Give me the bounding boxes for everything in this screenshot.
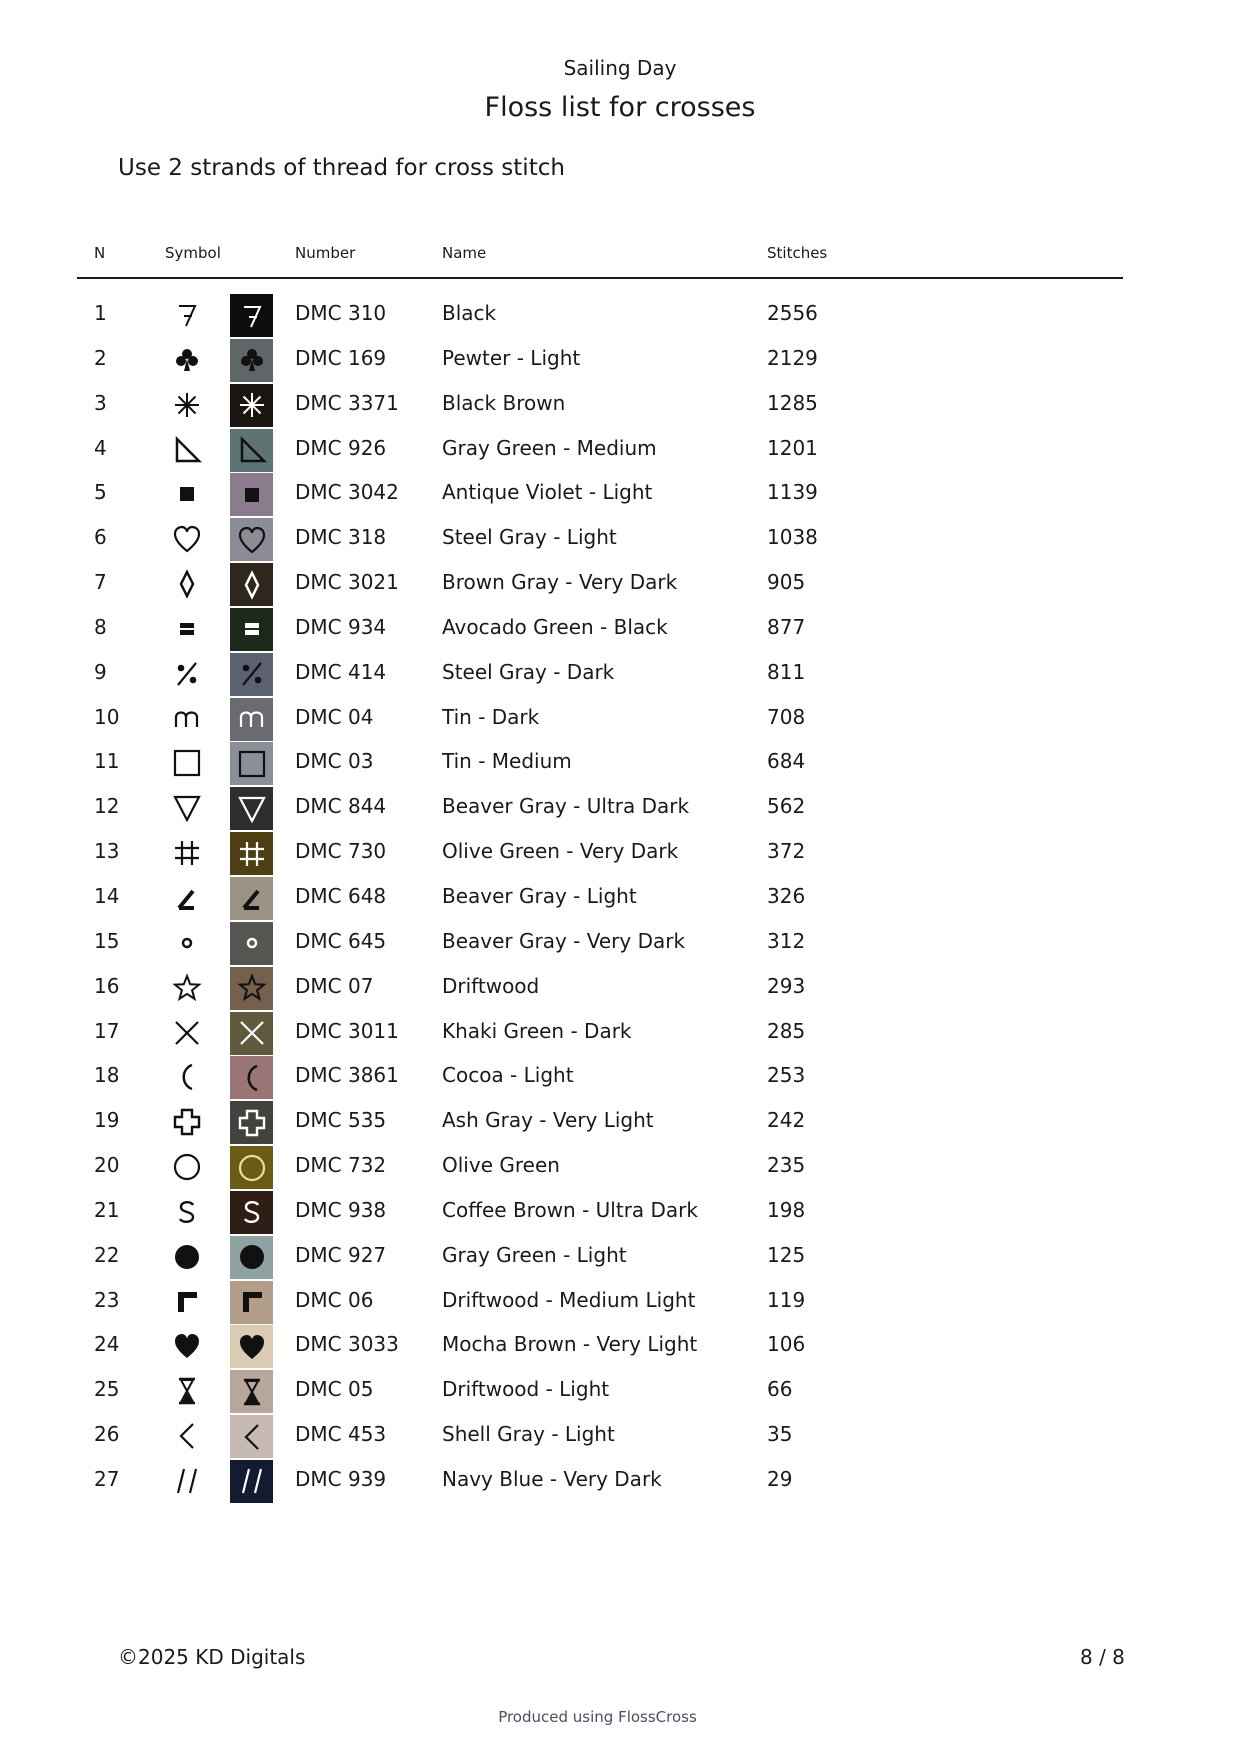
star-icon [170, 974, 204, 1002]
row-index: 12 [94, 794, 120, 819]
x-icon [237, 1018, 267, 1048]
floss-name: Beaver Gray - Ultra Dark [442, 794, 690, 819]
table-row [0, 561, 1240, 606]
row-index: 8 [94, 614, 107, 639]
double-slash-icon [237, 1466, 267, 1496]
row-index: 5 [94, 480, 107, 505]
stitch-count: 372 [767, 839, 806, 864]
stitch-count: 119 [767, 1287, 806, 1312]
stitch-count: 235 [767, 1153, 806, 1178]
club-icon [170, 346, 204, 374]
floss-number: DMC 730 [295, 839, 387, 864]
row-index: 16 [94, 973, 120, 998]
hash-icon [237, 839, 267, 869]
row-index: 21 [94, 1197, 120, 1222]
stitch-count: 253 [767, 1063, 806, 1088]
color-swatch [230, 1415, 273, 1458]
row-index: 10 [94, 704, 120, 729]
stitch-count: 1201 [767, 435, 818, 460]
floss-name: Black [442, 301, 497, 325]
color-swatch [230, 967, 273, 1010]
row-index: 20 [94, 1153, 120, 1178]
stitch-count: 326 [767, 883, 806, 908]
floss-number: DMC 3033 [295, 1332, 399, 1357]
floss-number: DMC 926 [295, 435, 387, 460]
row-index: 18 [94, 1063, 120, 1088]
table-row [0, 337, 1240, 382]
color-swatch [230, 473, 273, 516]
table-row [0, 1368, 1240, 1413]
color-swatch [230, 698, 273, 741]
floss-name: Driftwood [442, 973, 540, 998]
row-index: 24 [94, 1332, 120, 1357]
floss-name: Driftwood - Medium Light [442, 1287, 696, 1312]
floss-name: Navy Blue - Very Dark [442, 1466, 662, 1491]
row-index: 27 [94, 1466, 120, 1491]
floss-name: Brown Gray - Very Dark [442, 570, 678, 595]
percent-icon [237, 659, 267, 689]
table-row [0, 1144, 1240, 1189]
floss-number: DMC 453 [295, 1422, 387, 1447]
floss-number: DMC 03 [295, 749, 374, 774]
floss-number: DMC 05 [295, 1377, 374, 1402]
color-swatch [230, 429, 273, 472]
row-index: 6 [94, 525, 107, 550]
floss-name: Ash Gray - Very Light [442, 1108, 654, 1133]
paren-icon [170, 1063, 204, 1091]
color-swatch [230, 1460, 273, 1503]
page-number: 8 / 8 [1080, 1645, 1125, 1669]
table-row [0, 965, 1240, 1010]
row-index: 14 [94, 883, 120, 908]
stitch-count: 1038 [767, 525, 818, 550]
floss-number: DMC 3042 [295, 480, 399, 505]
column-header-symbol: Symbol [165, 244, 221, 262]
m-letter-icon [170, 705, 204, 733]
row-index: 26 [94, 1422, 120, 1447]
floss-number: DMC 934 [295, 614, 387, 639]
floss-number: DMC 535 [295, 1108, 387, 1133]
row-index: 23 [94, 1287, 120, 1312]
floss-table [0, 292, 1240, 1503]
double-slash-icon [170, 1467, 204, 1495]
column-header-number: Number [295, 244, 356, 262]
right-triangle-icon [170, 436, 204, 464]
asterisk-icon [237, 390, 267, 420]
table-row [0, 606, 1240, 651]
floss-number: DMC 414 [295, 659, 387, 684]
color-swatch [230, 832, 273, 875]
floss-name: Pewter - Light [442, 345, 581, 370]
floss-name: Gray Green - Light [442, 1242, 627, 1267]
floss-name: Olive Green - Very Dark [442, 839, 679, 864]
floss-number: DMC 844 [295, 794, 387, 819]
square-outline-icon [237, 749, 267, 779]
hourglass-icon [170, 1377, 204, 1405]
triangle-down-icon [237, 794, 267, 824]
color-swatch [230, 1236, 273, 1279]
corner-icon [170, 1288, 204, 1316]
circle-outline-icon [237, 1153, 267, 1183]
table-row [0, 427, 1240, 472]
color-swatch [230, 1281, 273, 1324]
color-swatch [230, 294, 273, 337]
floss-name: Olive Green [442, 1153, 560, 1178]
row-index: 3 [94, 390, 107, 415]
color-swatch [230, 384, 273, 427]
hourglass-icon [237, 1377, 267, 1407]
table-row [0, 830, 1240, 875]
floss-name: Driftwood - Light [442, 1377, 610, 1402]
table-row [0, 1054, 1240, 1099]
color-swatch [230, 653, 273, 696]
stitch-count: 684 [767, 749, 806, 774]
right-triangle-icon [237, 435, 267, 465]
table-row [0, 1458, 1240, 1503]
floss-number: DMC 732 [295, 1153, 387, 1178]
color-swatch [230, 742, 273, 785]
table-row [0, 875, 1240, 920]
stitch-count: 66 [767, 1377, 793, 1402]
table-row [0, 1189, 1240, 1234]
angle-icon [237, 883, 267, 913]
floss-name: Antique Violet - Light [442, 480, 653, 505]
column-header-name: Name [442, 244, 487, 262]
diamond-icon [237, 570, 267, 600]
row-index: 19 [94, 1108, 120, 1133]
heart-outline-icon [237, 525, 267, 555]
star-icon [237, 973, 267, 1003]
floss-number: DMC 169 [295, 345, 387, 370]
club-icon [237, 345, 267, 375]
table-row [0, 920, 1240, 965]
s-letter-icon [170, 1198, 204, 1226]
floss-number: DMC 927 [295, 1242, 387, 1267]
table-header [0, 244, 1240, 274]
floss-number: DMC 3011 [295, 1018, 399, 1043]
floss-name: Cocoa - Light [442, 1063, 574, 1088]
floss-number: DMC 310 [295, 301, 387, 325]
stitch-count: 125 [767, 1242, 806, 1267]
corner-icon [237, 1287, 267, 1317]
seven-icon [237, 301, 267, 331]
floss-name: Avocado Green - Black [442, 614, 668, 639]
stitch-count: 2556 [767, 301, 818, 325]
triangle-down-icon [170, 794, 204, 822]
column-header-stitches: Stitches [767, 244, 828, 262]
angle-icon [170, 884, 204, 912]
asterisk-icon [170, 391, 204, 419]
color-swatch [230, 1370, 273, 1413]
stitch-count: 562 [767, 794, 806, 819]
table-row [0, 1234, 1240, 1279]
floss-name: Khaki Green - Dark [442, 1018, 632, 1043]
table-row [0, 651, 1240, 696]
strand-instruction: Use 2 strands of thread for cross stitch [118, 155, 565, 181]
table-row [0, 1323, 1240, 1368]
row-index: 4 [94, 435, 107, 460]
table-row [0, 1010, 1240, 1055]
color-swatch [230, 1146, 273, 1189]
small-circle-icon [237, 928, 267, 958]
color-swatch [230, 339, 273, 382]
header-rule [77, 277, 1123, 279]
small-circle-icon [170, 929, 204, 957]
pattern-name: Sailing Day [563, 56, 677, 80]
percent-icon [170, 660, 204, 688]
cross-outline-icon [237, 1108, 267, 1138]
color-swatch [230, 1191, 273, 1234]
floss-number: DMC 648 [295, 883, 387, 908]
stitch-count: 1139 [767, 480, 818, 505]
floss-name: Tin - Medium [442, 749, 572, 774]
s-letter-icon [237, 1197, 267, 1227]
stitch-count: 1285 [767, 390, 818, 415]
color-swatch [230, 1325, 273, 1368]
produced-by: Produced using FlossCross [498, 1708, 697, 1726]
floss-name: Shell Gray - Light [442, 1422, 615, 1447]
table-row [0, 516, 1240, 561]
paren-icon [237, 1063, 267, 1093]
color-swatch [230, 877, 273, 920]
color-swatch [230, 518, 273, 561]
table-row [0, 740, 1240, 785]
stitch-count: 106 [767, 1332, 806, 1357]
color-swatch [230, 563, 273, 606]
hash-icon [170, 839, 204, 867]
stitch-count: 198 [767, 1197, 806, 1222]
heart-filled-icon [170, 1332, 204, 1360]
table-row [0, 382, 1240, 427]
floss-name: Mocha Brown - Very Light [442, 1332, 698, 1357]
color-swatch [230, 608, 273, 651]
floss-number: DMC 06 [295, 1287, 374, 1312]
floss-name: Black Brown [442, 390, 566, 415]
square-outline-icon [170, 749, 204, 777]
table-row [0, 1099, 1240, 1144]
filled-circle-icon [237, 1242, 267, 1272]
stitch-count: 312 [767, 928, 806, 953]
column-header-n: N [94, 244, 106, 262]
color-swatch [230, 922, 273, 965]
floss-name: Beaver Gray - Very Dark [442, 928, 686, 953]
row-index: 13 [94, 839, 120, 864]
seven-icon [170, 301, 204, 329]
table-row [0, 1413, 1240, 1458]
row-index: 15 [94, 928, 120, 953]
copyright: ©2025 KD Digitals [118, 1645, 306, 1669]
stitch-count: 35 [767, 1422, 793, 1447]
less-than-icon [237, 1422, 267, 1452]
floss-name: Gray Green - Medium [442, 435, 657, 460]
small-square-icon [170, 480, 204, 508]
floss-name: Beaver Gray - Light [442, 883, 637, 908]
x-icon [170, 1019, 204, 1047]
diamond-icon [170, 570, 204, 598]
m-letter-icon [237, 704, 267, 734]
heart-outline-icon [170, 525, 204, 553]
page-title: Floss list for crosses [484, 92, 756, 123]
table-row [0, 696, 1240, 741]
small-square-icon [237, 480, 267, 510]
floss-number: DMC 07 [295, 973, 374, 998]
table-row [0, 471, 1240, 516]
color-swatch [230, 1101, 273, 1144]
stitch-count: 29 [767, 1466, 793, 1491]
floss-number: DMC 3861 [295, 1063, 399, 1088]
stitch-count: 905 [767, 570, 806, 595]
row-index: 22 [94, 1242, 120, 1267]
floss-number: DMC 938 [295, 1197, 387, 1222]
row-index: 17 [94, 1018, 120, 1043]
floss-number: DMC 3371 [295, 390, 399, 415]
floss-name: Steel Gray - Light [442, 525, 617, 550]
table-row [0, 785, 1240, 830]
stitch-count: 293 [767, 973, 806, 998]
floss-number: DMC 3021 [295, 570, 399, 595]
stitch-count: 811 [767, 659, 806, 684]
equals-icon [170, 615, 204, 643]
stitch-count: 285 [767, 1018, 806, 1043]
table-row [0, 1279, 1240, 1324]
heart-filled-icon [237, 1332, 267, 1362]
color-swatch [230, 1012, 273, 1055]
floss-name: Steel Gray - Dark [442, 659, 615, 684]
floss-number: DMC 04 [295, 704, 374, 729]
stitch-count: 708 [767, 704, 806, 729]
floss-number: DMC 318 [295, 525, 387, 550]
less-than-icon [170, 1422, 204, 1450]
row-index: 7 [94, 570, 107, 595]
cross-outline-icon [170, 1108, 204, 1136]
filled-circle-icon [170, 1243, 204, 1271]
floss-name: Coffee Brown - Ultra Dark [442, 1197, 698, 1222]
stitch-count: 242 [767, 1108, 806, 1133]
row-index: 11 [94, 749, 120, 774]
row-index: 25 [94, 1377, 120, 1402]
stitch-count: 877 [767, 614, 806, 639]
equals-icon [237, 614, 267, 644]
color-swatch [230, 1056, 273, 1099]
color-swatch [230, 787, 273, 830]
row-index: 2 [94, 345, 107, 370]
floss-name: Tin - Dark [442, 704, 540, 729]
circle-outline-icon [170, 1153, 204, 1181]
row-index: 1 [94, 301, 107, 325]
floss-number: DMC 645 [295, 928, 387, 953]
floss-number: DMC 939 [295, 1466, 387, 1491]
table-row [0, 292, 1240, 337]
row-index: 9 [94, 659, 107, 684]
stitch-count: 2129 [767, 345, 818, 370]
